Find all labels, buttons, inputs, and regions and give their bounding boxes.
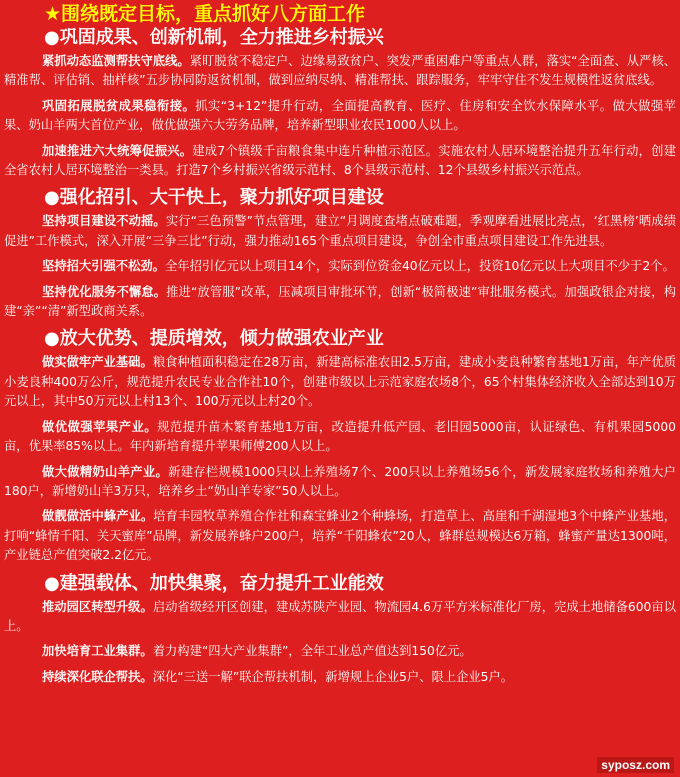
paragraph <box>4 283 676 322</box>
paragraph-text: 推进“放管服”改革，压减项目审批环节，创新“极简极速”审批服务模式。加强政银企对接，构建“亲”“清”新型政商关系。 <box>4 284 676 319</box>
paragraph-text: 粮食种植面积稳定在28万亩，新建高标准农田2.5万亩，建成小麦良种繁育基地1万亩，年产优质小麦良种400万公斤，规范提升农民专业合作社10个，创建市级以上示范家庭农场8个，65个村集体经济收入全部达到10万元以上，其中50万元以上村13个、100万元以上村20个。 <box>4 355 676 409</box>
paragraph <box>4 257 676 276</box>
paragraph <box>4 418 676 457</box>
paragraph-text: 紧盯脱贫不稳定户、边缘易致贫户、突发严重困难户等重点人群，落实“全面查、从严核、精准帮、评估销、抽样核”五步协同防返贫机制，做到应纳尽纳、精准帮扶、跟踪服务，牢牢守住不发生规模性返贫底线。 <box>4 54 676 88</box>
paragraph-lead: 紧抓动态监测帮扶守底线。 <box>42 54 190 68</box>
paragraph <box>4 142 676 181</box>
section-industrial-efficiency <box>4 572 676 688</box>
site-watermark: syposz.com <box>597 757 674 773</box>
paragraph-text: 实行“三色预警”节点管理，建立“月调度查堵点破难题，季观摩看进展比亮点，‘红黑榜’晒成绩促进”工作模式，深入开展“三争三比”行动，强力推动165个重点项目建设，争创全市重点项目建设工作先进县。 <box>4 214 676 248</box>
section-rural-revitalization <box>4 26 676 180</box>
paragraph <box>4 463 676 502</box>
paragraph <box>4 668 676 687</box>
paragraph-text: 深化“三送一解”联企帮扶机制，新增规上企业5户、限上企业5户。 <box>152 669 514 684</box>
paragraph <box>4 598 676 637</box>
section-heading: ●强化招引、大干快上，聚力抓好项目建设 <box>44 187 384 209</box>
paragraph-lead: 做实做牢产业基础。 <box>42 355 153 370</box>
paragraph-lead: 加快培育工业集群。 <box>42 644 153 659</box>
paragraph-text: 规范提升苗木繁育基地1万亩，改造提升低产园、老旧园5000亩，认证绿色、有机果园5000亩，优果率85%以上。年内新培育提升苹果师傅200人以上。 <box>4 419 676 454</box>
paragraph-lead: 坚持项目建设不动摇。 <box>42 214 166 229</box>
section-heading: ●建强载体、加快集聚，奋力提升工业能效 <box>44 572 384 594</box>
paragraph-lead: 坚持优化服务不懈怠。 <box>42 284 167 299</box>
paragraph-text: 新建存栏规模1000只以上养殖场7个、200只以上养殖场56个，新发展家庭牧场和养殖大户180户，新增奶山羊3万只，培养乡土“奶山羊专家”50人以上。 <box>4 464 676 498</box>
paragraph <box>4 642 676 661</box>
paragraph-lead: 加速推进六大统筹促振兴。 <box>42 143 193 158</box>
section-project-construction <box>4 186 676 321</box>
paragraph <box>4 212 676 251</box>
paragraph-lead: 持续深化联企帮扶。 <box>42 669 153 684</box>
paragraph-text: 抓实“3+12”提升行动，全面提高教育、医疗、住房和安全饮水保障水平。做大做强苹果、奶山羊两大首位产业，做优做强六大劳务品牌，培养新型职业农民1000人以上。 <box>4 98 676 133</box>
paragraph <box>4 353 676 411</box>
paragraph-lead: 做优做强苹果产业。 <box>42 419 158 434</box>
section-agriculture-industry <box>4 327 676 565</box>
paragraph-lead: 巩固拓展脱贫成果稳衔接。 <box>42 98 196 113</box>
section-heading: ●巩固成果、创新机制，全力推进乡村振兴 <box>44 27 384 48</box>
paragraph-text: 启动省级经开区创建，建成苏陕产业园、物流园4.6万平方米标准化厂房，完成土地储备600亩以上。 <box>4 599 676 633</box>
paragraph <box>4 507 676 565</box>
paragraph-lead: 做靓做活中蜂产业。 <box>42 509 154 524</box>
paragraph-lead: 推动园区转型升级。 <box>42 599 153 614</box>
paragraph <box>4 97 676 136</box>
paragraph-lead: 做大做精奶山羊产业。 <box>42 464 169 479</box>
section-heading: ●放大优势、提质增效，倾力做强农业产业 <box>44 328 384 350</box>
paragraph <box>4 52 676 91</box>
page-title: ★围绕既定目标，重点抓好八方面工作 <box>44 3 366 25</box>
paragraph-text: 培育丰园牧草养殖合作社和森宝蜂业2个种蜂场，打造草上、高崖和千湖湿地3个中蜂产业基地，打响“蜂情千阳、关天蜜库”品牌，新发展养蜂户200户，培养“千阳蜂农”20人，蜂群总规模达6万箱，蜂蜜产量达1300吨，产业链总产值突破2.2亿元。 <box>4 509 676 563</box>
paragraph-text: 全年招引亿元以上项目14个，实际到位资金40亿元以上，投资10亿元以上大项目不少于2个。 <box>164 259 675 274</box>
paragraph-lead: 坚持招大引强不松劲。 <box>42 259 165 274</box>
paragraph-text: 建成7个镇级千亩粮食集中连片种植示范区。实施农村人居环境整治提升五年行动，创建全省农村人居环境整治一类县。打造7个乡村振兴省级示范村、8个县级示范村、12个县级乡村振兴示范点。 <box>4 143 676 178</box>
paragraph-text: 着力构建“四大产业集群”，全年工业总产值达到150亿元。 <box>152 644 472 659</box>
